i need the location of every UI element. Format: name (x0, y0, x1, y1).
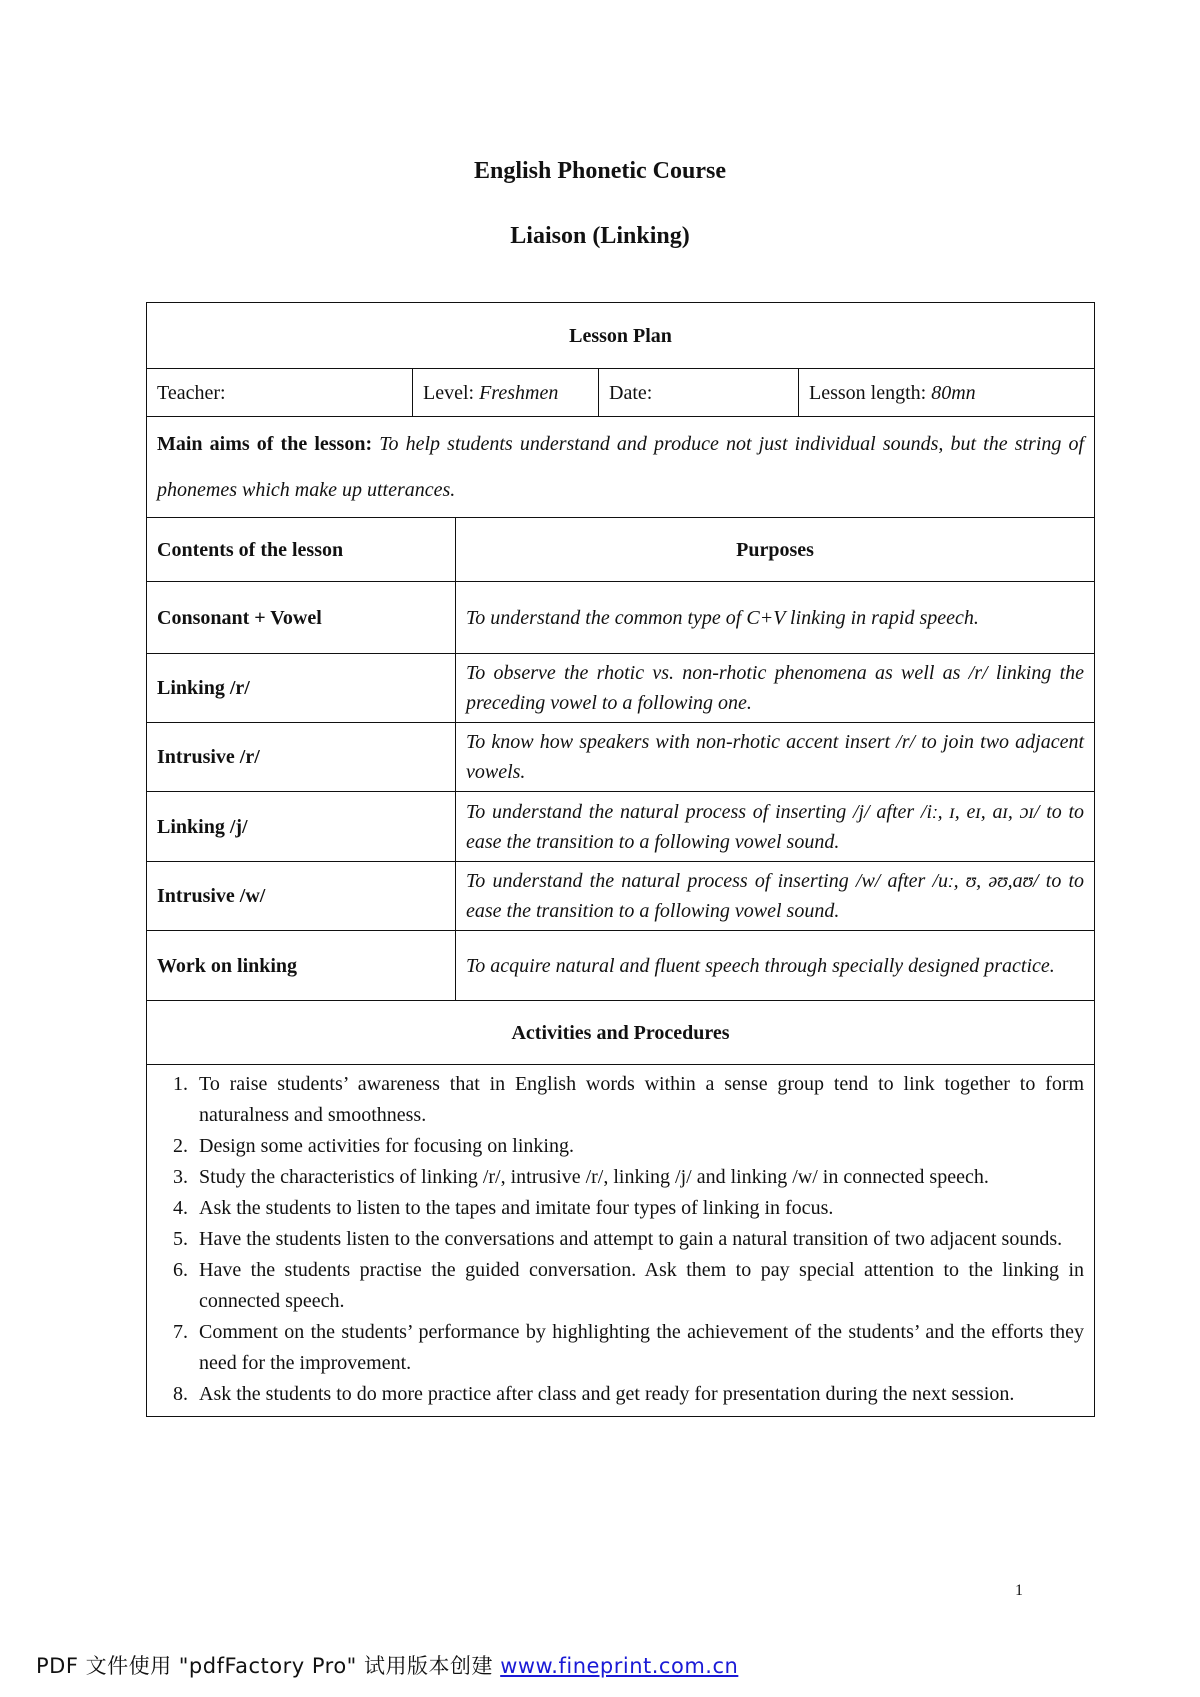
activity-item: 6. Have the students practise the guided conversation. Ask them to pay special attention to the linking in connected speech. (193, 1255, 1084, 1317)
lesson-plan-table (146, 302, 1095, 1417)
level-label: Level: (423, 381, 480, 404)
length-value: 80mn (931, 381, 976, 404)
footer-link[interactable]: www.fineprint.com.cn (500, 1654, 739, 1678)
content-item: Linking /r/ (147, 654, 456, 723)
activity-item: 4. Ask the students to listen to the tapes and imitate four types of linking in focus. (193, 1193, 1084, 1224)
pdf-footer (36, 1650, 738, 1680)
purpose-item: To understand the common type of C+V linking in rapid speech. (456, 582, 1095, 654)
activity-item: 3. Study the characteristics of linking /r/, intrusive /r/, linking /j/ and linking /w/ in connected speech. (193, 1162, 1084, 1193)
content-item: Intrusive /w/ (147, 862, 456, 931)
date-cell (599, 369, 799, 417)
content-item: Linking /j/ (147, 792, 456, 862)
activity-item: 1. To raise students’ awareness that in English words within a sense group tend to link together to form naturalness and smoothness. (193, 1069, 1084, 1131)
footer-text: PDF 文件使用 "pdfFactory Pro" 试用版本创建 (36, 1654, 501, 1678)
purpose-item: To observe the rhotic vs. non-rhotic phenomena as well as /r/ linking the preceding vowel to a following one. (456, 654, 1095, 723)
activity-item: 8. Ask the students to do more practice after class and get ready for presentation during the next session. (193, 1379, 1084, 1410)
teacher-label: Teacher: (157, 381, 226, 404)
document-subtitle: Liaison (Linking) (510, 223, 690, 249)
lesson-plan-heading: Lesson Plan (147, 303, 1095, 369)
content-item: Work on linking (147, 931, 456, 1001)
content-item: Intrusive /r/ (147, 723, 456, 792)
purpose-item: To know how speakers with non-rhotic accent insert /r/ to join two adjacent vowels. (456, 723, 1095, 792)
purposes-header: Purposes (456, 518, 1095, 582)
purpose-item: To understand the natural process of inserting /j/ after /iː, ɪ, eɪ, aɪ, ɔɪ/ to to ease the transition to a following vowel sound. (456, 792, 1095, 862)
activities-list (157, 1069, 1084, 1410)
teacher-cell (147, 369, 413, 417)
activity-item: 2. Design some activities for focusing on linking. (193, 1131, 1084, 1162)
aims-text: To help students understand and produce not just individual sounds, but the string of phonemes which make up utterances. (157, 433, 1085, 501)
length-label: Lesson length: (809, 381, 932, 404)
length-cell (799, 369, 1095, 417)
aims-cell (147, 417, 1095, 518)
activity-item: 7. Comment on the students’ performance by highlighting the achievement of the students’ and the efforts they need for the improvement. (193, 1317, 1084, 1379)
aims-label: Main aims of the lesson: (157, 433, 373, 455)
contents-header: Contents of the lesson (147, 518, 456, 582)
level-value: Freshmen (479, 381, 559, 404)
page-number: 1 (1015, 1582, 1023, 1599)
document-title: English Phonetic Course (473, 158, 727, 184)
activities-cell (147, 1065, 1095, 1417)
level-cell (413, 369, 599, 417)
purpose-item: To understand the natural process of inserting /w/ after /uː, ʊ, əʊ,aʊ/ to to ease the transition to a following vowel sound. (456, 862, 1095, 931)
content-item: Consonant + Vowel (147, 582, 456, 654)
activity-item: 5. Have the students listen to the conversations and attempt to gain a natural transition of two adjacent sounds. (193, 1224, 1084, 1255)
date-label: Date: (609, 381, 653, 404)
purpose-item: To acquire natural and fluent speech through specially designed practice. (456, 931, 1095, 1001)
activities-header: Activities and Procedures (147, 1001, 1095, 1065)
